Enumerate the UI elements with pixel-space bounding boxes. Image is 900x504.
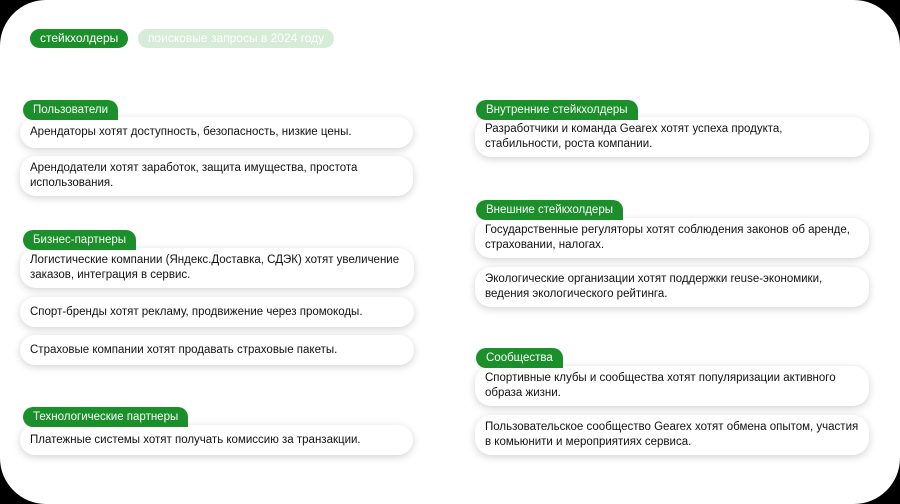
- tab-stakeholders[interactable]: стейкхолдеры: [30, 29, 128, 48]
- stakeholder-text: Экологические организации хотят поддержки reuse-экономики, ведения экологического рейтинга.: [485, 273, 823, 300]
- group-title-users: Пользователи: [23, 100, 118, 120]
- stakeholder-card: [20, 156, 413, 196]
- tab-search-queries-2024[interactable]: поисковые запросы в 2024 году: [138, 29, 334, 48]
- stakeholder-card: [20, 425, 413, 455]
- stakeholder-text: Пользовательское сообщество Gearex хотят обмена опытом, участия в комьюнити и мероприятиях сервиса.: [485, 421, 859, 448]
- stakeholder-card: [20, 335, 414, 365]
- group-title-tech-partners: Технологические партнеры: [23, 407, 188, 427]
- stakeholder-card: [20, 117, 413, 148]
- stakeholder-card: [475, 218, 869, 258]
- stakeholder-text: Арендаторы хотят доступность, безопасность, низкие цены.: [30, 126, 352, 138]
- stakeholder-text: Платежные системы хотят получать комиссию за транзакции.: [30, 433, 361, 446]
- group-title-communities: Сообщества: [476, 348, 563, 368]
- stakeholder-card: [475, 415, 869, 455]
- group-title-business-partners: Бизнес-партнеры: [23, 230, 136, 250]
- group-title-internal: Внутренние стейкхолдеры: [476, 100, 638, 120]
- stakeholder-text: Государственные регуляторы хотят соблюдения законов об аренде, страховании, налогах.: [485, 224, 850, 251]
- group-title-external: Внешние стейкхолдеры: [476, 200, 623, 220]
- stakeholder-text: Разработчики и команда Gearex хотят успеха продукта, стабильности, роста компании.: [485, 123, 783, 150]
- stakeholder-text: Спорт-бренды хотят рекламу, продвижение через промокоды.: [30, 305, 363, 318]
- stakeholder-text: Спортивные клубы и сообщества хотят популяризации активного образа жизни.: [485, 372, 836, 399]
- stakeholder-card: [475, 366, 869, 406]
- stakeholder-card: [20, 297, 414, 327]
- stakeholder-text: Страховые компании хотят продавать страховые пакеты.: [30, 343, 338, 356]
- stakeholder-card: [20, 248, 414, 288]
- stakeholder-text: Логистические компании (Яндекс.Доставка, СДЭК) хотят увеличение заказов, интеграция в сервис.: [30, 254, 400, 281]
- stakeholder-card: [475, 267, 869, 307]
- stakeholder-card: [475, 117, 869, 157]
- stakeholder-text: Арендодатели хотят заработок, защита имущества, простота использования.: [30, 162, 358, 189]
